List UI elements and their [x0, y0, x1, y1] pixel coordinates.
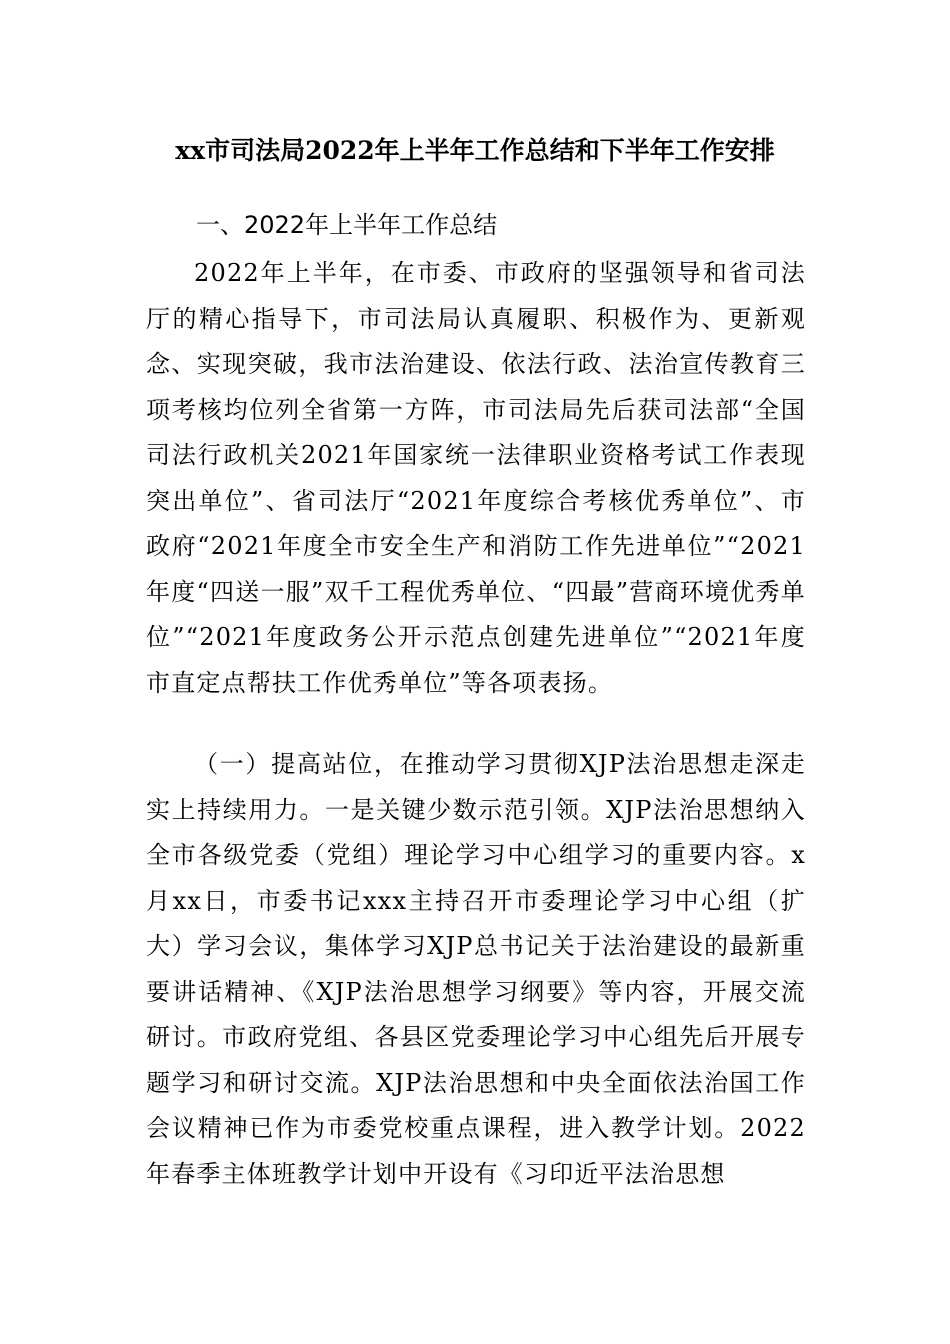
document-title: xx市司法局2022年上半年工作总结和下半年工作安排	[175, 136, 775, 165]
paragraph-summary: 2022年上半年，在市委、市政府的坚强领导和省司法厅的精心指导下，市司法局认真履职、积极作为、更新观念、实现突破，我市法治建设、依法行政、法治宣传教育三项考核均位列全省第一方阵，市司法局先后获司法部“全国司法行政机关2021年国家统一法律职业资格考试工作表现突出单位”、省司法厅“2021年度综合考核优秀单位”、市政府“2021年度全市安全生产和消防工作先进单位”“2021年度“四送一服”双千工程优秀单位、“四最”营商环境优秀单位”“2021年度政务公开示范点创建先进单位”“2021年度市直定点帮扶工作优秀单位”等各项表扬。	[146, 259, 806, 697]
section-heading: 一、2022年上半年工作总结	[196, 211, 498, 239]
paragraph-study: （一）提高站位，在推动学习贯彻XJP法治思想走深走实上持续用力。一是关键少数示范引领。XJP法治思想纳入全市各级党委（党组）理论学习中心组学习的重要内容。x月xx日，市委书记xxx主持召开市委理论学习中心组（扩大）学习会议，集体学习XJP总书记关于法治建设的最新重要讲话精神、《XJP法治思想学习纲要》等内容，开展交流研讨。市政府党组、各县区党委理论学习中心组先后开展专题学习和研讨交流。XJP法治思想和中央全面依法治国工作会议精神已作为市委党校重点课程，进入教学计划。2022年春季主体班教学计划中开设有《习印近平法治思想	[146, 750, 806, 1188]
